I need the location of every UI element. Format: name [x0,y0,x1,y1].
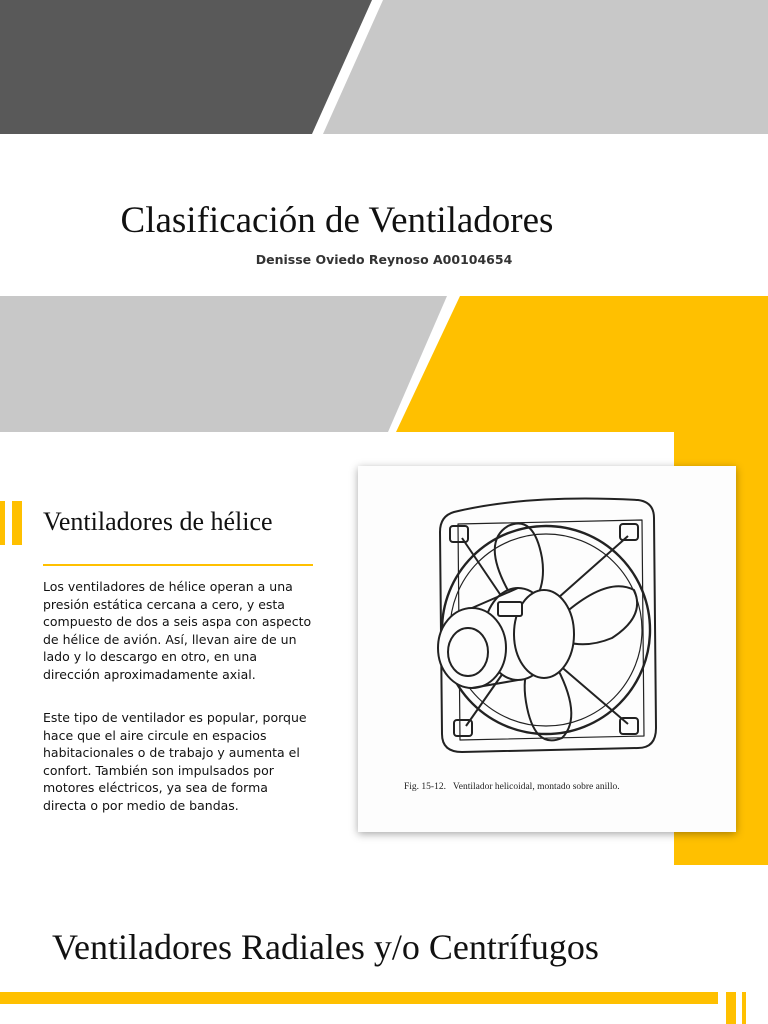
yellow-shape [396,296,768,432]
heading-underline [43,564,313,566]
accent-bar-left [12,501,22,545]
paragraph-1: Los ventiladores de hélice operan a una presión estática cercana a cero, y esta compuesto de dos a seis aspa con aspecto de hélice de avión. Así, llevan aire de un lado y lo descargo en otro, en una dirección aproximadamente axial. [43,579,312,682]
paragraph-2: Este tipo de ventilador es popular, porque hace que el aire circule en espacios habitacionales o de trabajo y aumenta el confort. También son impulsados por motores eléctricos, ya sea de forma directa o por medio de bandas. [43,710,307,813]
light-gray-shape [0,296,447,432]
dark-gray-shape [0,0,372,134]
banner-shapes [0,296,768,432]
figure-card [358,466,736,832]
slide2-top-banner [0,296,768,432]
accent-bar-right [726,992,736,1024]
propeller-fan-illustration [358,466,736,832]
slide1-title: Clasificación de Ventiladores [120,200,554,241]
accent-bar-right [742,992,746,1024]
figure-caption: Fig. 15-12. Ventilador helicoidal, montado sobre anillo. [404,782,620,792]
banner-shapes [0,0,768,134]
bottom-accent-bar [0,992,718,1004]
slide1-top-banner [0,0,768,134]
slide1-subtitle: Denisse Oviedo Reynoso A00104654 [255,252,513,267]
accent-bar-left [0,501,5,545]
slide3-title: Ventiladores Radiales y/o Centrífugos [52,927,599,967]
section-heading: Ventiladores de hélice [43,507,273,536]
light-gray-shape [323,0,768,134]
